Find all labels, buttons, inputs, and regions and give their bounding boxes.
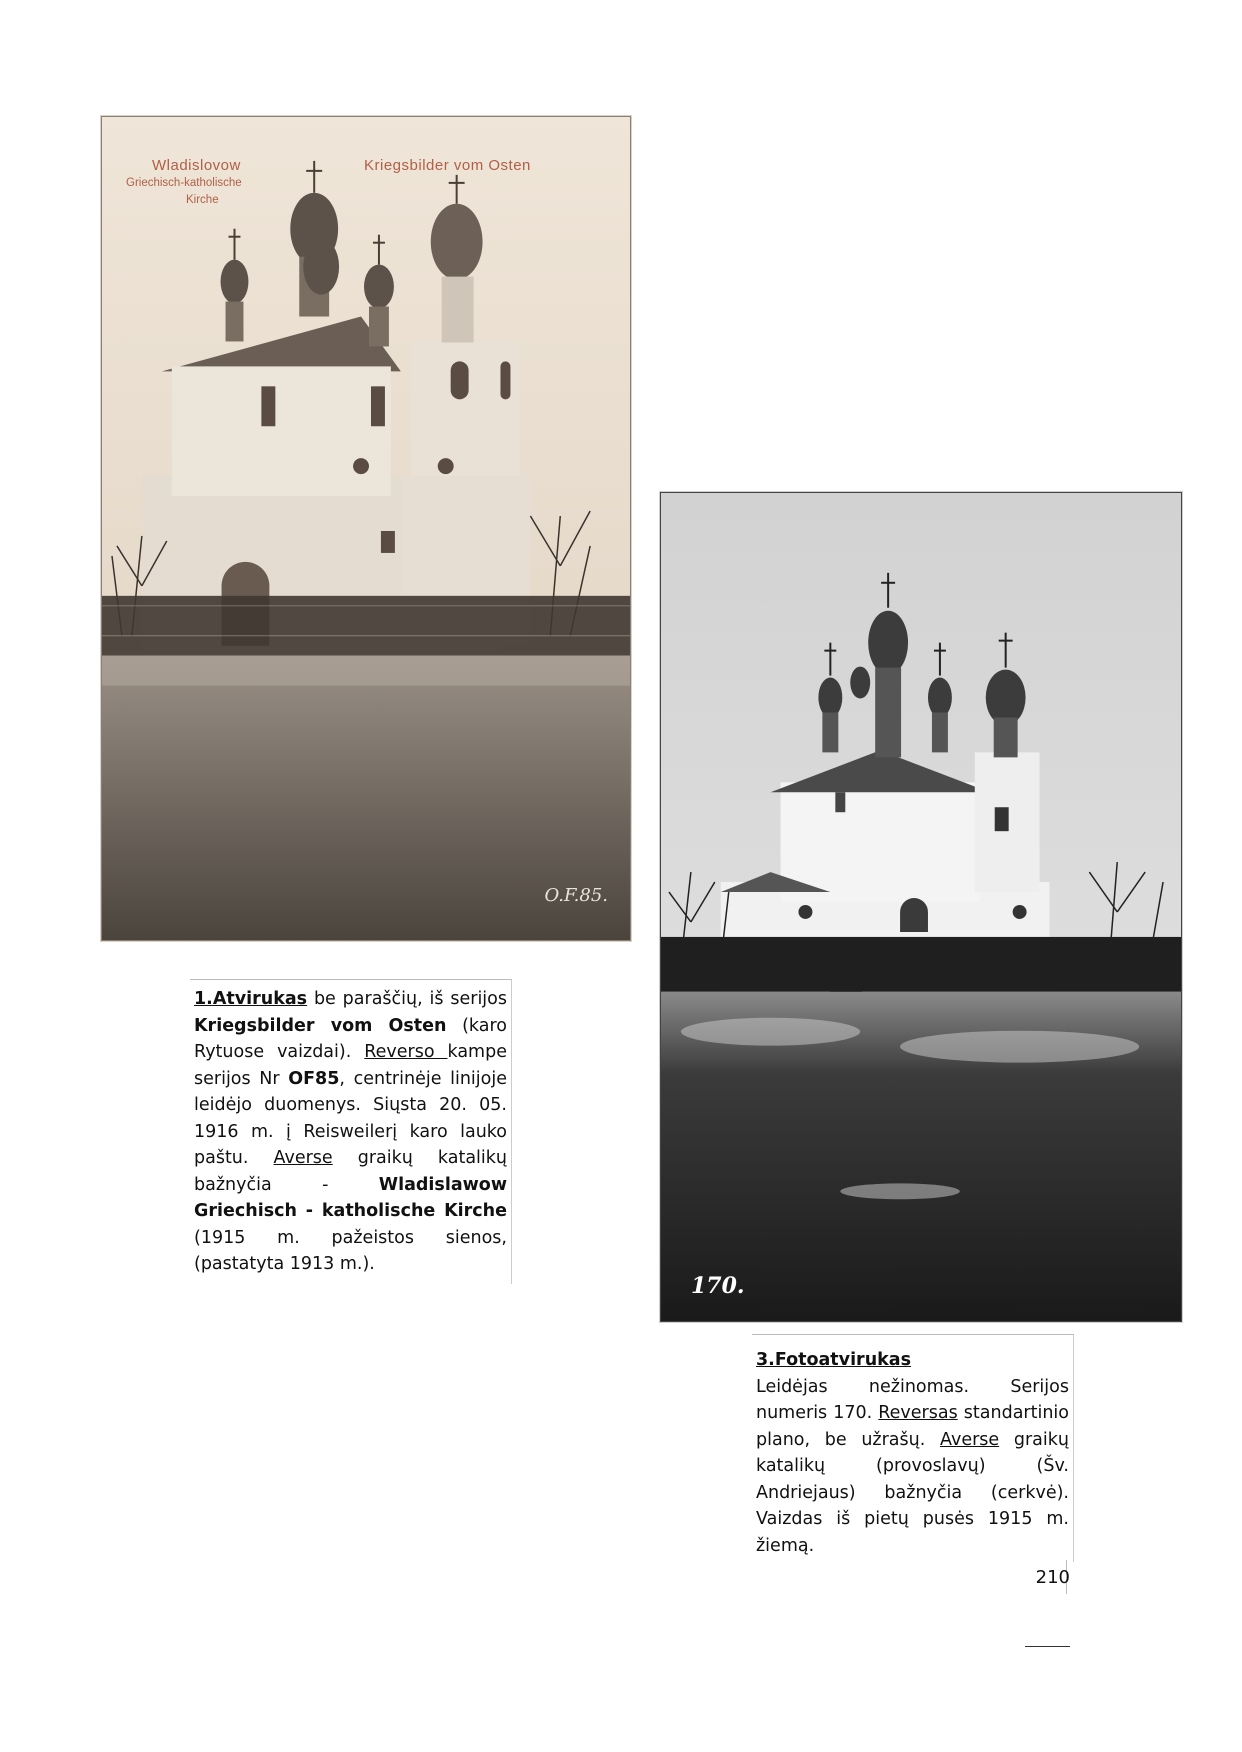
caption-1-text-3: kampe serijos Nr xyxy=(194,1042,507,1089)
postcard-place-title: Wladislovow xyxy=(152,157,241,174)
church-photo-sepia xyxy=(102,117,630,940)
caption-1-church-name: Wladislawow Griechisch - katholische Kirche xyxy=(194,1174,507,1221)
postcard-series-title: Kriegsbilder vom Osten xyxy=(364,157,531,174)
caption-postcard-1 xyxy=(190,979,512,1284)
caption-1-text-2: (karo Rytuose vaizdai). xyxy=(194,1015,507,1062)
postcard-church-title-line2: Kirche xyxy=(186,194,219,206)
postcard-2-image xyxy=(660,492,1182,1322)
caption-2-text-2: standartinio plano, be užrašų. xyxy=(756,1403,1069,1450)
caption-1-label: 1.Atvirukas xyxy=(194,989,308,1009)
postcard-series-number: 170. xyxy=(691,1273,745,1299)
caption-2-label: 3.Fotoatvirukas xyxy=(756,1350,912,1370)
postcard-1-image xyxy=(101,116,631,941)
caption-1-text-4: , centrinėje linijoje leidėjo duomenys. Siųsta 20. 05. 1916 m. į Reisweilerį karo lauko paštu. xyxy=(194,1068,507,1168)
caption-1-series: Kriegsbilder vom Osten xyxy=(194,1015,447,1036)
church-photo-bw xyxy=(661,493,1181,1321)
caption-1-series-no: OF85 xyxy=(288,1068,340,1089)
postcard-series-code: O.F.85. xyxy=(544,885,608,906)
footer-rule xyxy=(1025,1646,1070,1647)
caption-2-text-1: Leidėjas nežinomas. Serijos numeris 170. xyxy=(756,1376,1069,1423)
caption-1-text-1: be parašč​ių, iš serijos xyxy=(307,989,507,1009)
caption-1-text-6: (1915 m. pažeistos sienos, (pastatyta 1913 m.). xyxy=(194,1227,507,1274)
caption-2-reverse-label: Reversas xyxy=(878,1403,958,1423)
caption-1-text-5: graikų katalikų bažnyčia - xyxy=(194,1148,508,1195)
caption-2-text-3: graikų katalikų (provoslavų) (Šv. Andriejaus) bažnyčia (cerkvė). Vaizdas iš pietų pusės 1915 m. žiemą. xyxy=(756,1429,1069,1556)
page-number: 210 xyxy=(1035,1567,1070,1588)
caption-1-reverse-label: Reverso xyxy=(364,1042,448,1062)
caption-postcard-3 xyxy=(752,1334,1074,1562)
caption-2-averse-label: Averse xyxy=(940,1429,1000,1450)
postcard-church-title-line1: Griechisch-katholische xyxy=(126,177,242,189)
caption-1-averse-label: Averse xyxy=(273,1148,333,1168)
